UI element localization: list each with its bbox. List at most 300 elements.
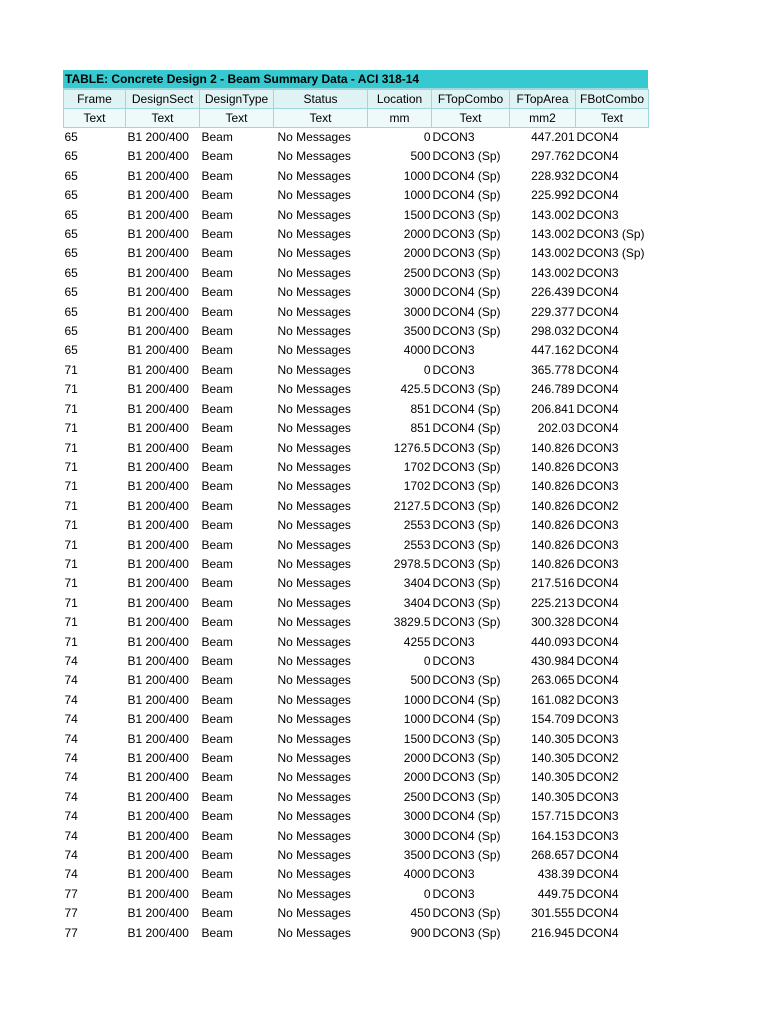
cell-frame[interactable]: 71 bbox=[64, 595, 78, 610]
cell-ftop-area[interactable]: 438.39 bbox=[537, 867, 575, 882]
column-header-ftop-combo[interactable]: FTopCombo bbox=[432, 90, 510, 109]
cell-fbot-combo[interactable]: DCON3 bbox=[576, 731, 619, 746]
cell-fbot-combo[interactable]: DCON3 bbox=[576, 440, 619, 455]
cell-design-sect[interactable]: B1 200/400 bbox=[127, 576, 189, 591]
cell-fbot-combo[interactable]: DCON3 (Sp) bbox=[576, 246, 645, 261]
unit-fbot-combo[interactable]: Text bbox=[576, 109, 649, 128]
cell-location[interactable]: 4255 bbox=[403, 634, 431, 649]
cell-ftop-area[interactable]: 143.002 bbox=[531, 246, 575, 261]
cell-fbot-combo[interactable]: DCON4 bbox=[576, 188, 619, 203]
cell-fbot-combo[interactable]: DCON2 bbox=[576, 751, 619, 765]
cell-ftop-combo[interactable]: DCON4 (Sp) bbox=[432, 421, 501, 436]
cell-design-sect[interactable]: B1 200/400 bbox=[127, 382, 189, 397]
unit-location[interactable]: mm bbox=[368, 109, 432, 128]
cell-ftop-combo[interactable]: DCON4 (Sp) bbox=[432, 809, 501, 824]
cell-ftop-combo[interactable]: DCON4 (Sp) bbox=[432, 285, 501, 300]
cell-fbot-combo[interactable]: DCON4 bbox=[576, 304, 619, 319]
column-header-design-type[interactable]: DesignType bbox=[200, 90, 274, 109]
cell-design-sect[interactable]: B1 200/400 bbox=[127, 867, 189, 882]
cell-design-type[interactable]: Beam bbox=[201, 324, 233, 339]
cell-frame[interactable]: 65 bbox=[64, 246, 78, 261]
cell-status[interactable]: No Messages bbox=[277, 459, 351, 474]
cell-location[interactable]: 0 bbox=[423, 130, 431, 144]
cell-status[interactable]: No Messages bbox=[277, 692, 351, 707]
cell-design-type[interactable]: Beam bbox=[201, 207, 233, 222]
cell-location[interactable]: 900 bbox=[410, 925, 431, 940]
cell-frame[interactable]: 65 bbox=[64, 265, 78, 280]
cell-status[interactable]: No Messages bbox=[277, 479, 351, 494]
cell-frame[interactable]: 77 bbox=[64, 886, 78, 901]
cell-ftop-area[interactable]: 246.789 bbox=[531, 382, 575, 397]
cell-design-type[interactable]: Beam bbox=[201, 634, 233, 649]
cell-fbot-combo[interactable]: DCON3 bbox=[576, 459, 619, 474]
cell-status[interactable]: No Messages bbox=[277, 673, 351, 688]
cell-frame[interactable]: 65 bbox=[64, 168, 78, 183]
cell-ftop-area[interactable]: 440.093 bbox=[531, 634, 575, 649]
column-header-design-sect[interactable]: DesignSect bbox=[126, 90, 200, 109]
cell-ftop-combo[interactable]: DCON3 bbox=[432, 653, 475, 668]
cell-status[interactable]: No Messages bbox=[277, 168, 351, 183]
cell-design-sect[interactable]: B1 200/400 bbox=[127, 285, 189, 300]
cell-frame[interactable]: 74 bbox=[64, 828, 78, 843]
cell-design-sect[interactable]: B1 200/400 bbox=[127, 673, 189, 688]
cell-ftop-combo[interactable]: DCON3 (Sp) bbox=[432, 459, 501, 474]
cell-status[interactable]: No Messages bbox=[277, 130, 351, 144]
cell-location[interactable]: 2553 bbox=[403, 537, 431, 552]
cell-frame[interactable]: 71 bbox=[64, 556, 78, 571]
cell-location[interactable]: 1000 bbox=[403, 692, 431, 707]
cell-ftop-area[interactable]: 154.709 bbox=[531, 712, 575, 727]
cell-fbot-combo[interactable]: DCON3 bbox=[576, 479, 619, 494]
cell-frame[interactable]: 65 bbox=[64, 324, 78, 339]
cell-location[interactable]: 3000 bbox=[403, 285, 431, 300]
cell-ftop-area[interactable]: 449.75 bbox=[537, 886, 575, 901]
cell-design-sect[interactable]: B1 200/400 bbox=[127, 149, 189, 164]
cell-location[interactable]: 1702 bbox=[403, 459, 431, 474]
cell-fbot-combo[interactable]: DCON4 bbox=[576, 421, 619, 436]
cell-ftop-combo[interactable]: DCON3 (Sp) bbox=[432, 440, 501, 455]
cell-fbot-combo[interactable]: DCON3 bbox=[576, 712, 619, 727]
cell-ftop-area[interactable]: 225.213 bbox=[531, 595, 575, 610]
cell-ftop-combo[interactable]: DCON4 (Sp) bbox=[432, 188, 501, 203]
cell-location[interactable]: 2500 bbox=[403, 265, 431, 280]
cell-ftop-combo[interactable]: DCON4 (Sp) bbox=[432, 828, 501, 843]
cell-fbot-combo[interactable]: DCON4 bbox=[576, 362, 619, 377]
cell-fbot-combo[interactable]: DCON4 bbox=[576, 285, 619, 300]
cell-ftop-area[interactable]: 226.439 bbox=[531, 285, 575, 300]
cell-frame[interactable]: 65 bbox=[64, 304, 78, 319]
cell-ftop-area[interactable]: 143.002 bbox=[531, 265, 575, 280]
cell-ftop-combo[interactable]: DCON4 (Sp) bbox=[432, 692, 501, 707]
cell-status[interactable]: No Messages bbox=[277, 382, 351, 397]
cell-fbot-combo[interactable]: DCON3 bbox=[576, 789, 619, 804]
cell-frame[interactable]: 74 bbox=[64, 692, 78, 707]
cell-design-type[interactable]: Beam bbox=[201, 498, 233, 513]
cell-ftop-combo[interactable]: DCON4 (Sp) bbox=[432, 712, 501, 727]
cell-ftop-area[interactable]: 140.826 bbox=[531, 518, 575, 533]
cell-fbot-combo[interactable]: DCON4 bbox=[576, 149, 619, 164]
cell-design-type[interactable]: Beam bbox=[201, 401, 233, 416]
cell-fbot-combo[interactable]: DCON4 bbox=[576, 401, 619, 416]
cell-fbot-combo[interactable]: DCON3 bbox=[576, 537, 619, 552]
cell-frame[interactable]: 74 bbox=[64, 867, 78, 882]
cell-design-type[interactable]: Beam bbox=[201, 770, 233, 785]
cell-location[interactable]: 2127.5 bbox=[393, 498, 431, 513]
cell-ftop-combo[interactable]: DCON3 (Sp) bbox=[432, 382, 501, 397]
cell-ftop-combo[interactable]: DCON3 bbox=[432, 343, 475, 358]
cell-ftop-combo[interactable]: DCON3 (Sp) bbox=[432, 673, 501, 688]
cell-fbot-combo[interactable]: DCON4 bbox=[576, 595, 619, 610]
cell-ftop-combo[interactable]: DCON3 (Sp) bbox=[432, 265, 501, 280]
cell-design-sect[interactable]: B1 200/400 bbox=[127, 712, 189, 727]
unit-frame[interactable]: Text bbox=[64, 109, 126, 128]
cell-status[interactable]: No Messages bbox=[277, 537, 351, 552]
cell-design-type[interactable]: Beam bbox=[201, 537, 233, 552]
cell-frame[interactable]: 71 bbox=[64, 382, 78, 397]
cell-ftop-combo[interactable]: DCON3 (Sp) bbox=[432, 227, 501, 242]
cell-ftop-combo[interactable]: DCON3 (Sp) bbox=[432, 789, 501, 804]
cell-ftop-area[interactable]: 365.778 bbox=[531, 362, 575, 377]
cell-frame[interactable]: 71 bbox=[64, 440, 78, 455]
cell-design-sect[interactable]: B1 200/400 bbox=[127, 518, 189, 533]
cell-location[interactable]: 450 bbox=[410, 906, 431, 921]
cell-frame[interactable]: 71 bbox=[64, 615, 78, 630]
cell-design-sect[interactable]: B1 200/400 bbox=[127, 789, 189, 804]
cell-status[interactable]: No Messages bbox=[277, 149, 351, 164]
cell-status[interactable]: No Messages bbox=[277, 809, 351, 824]
cell-ftop-area[interactable]: 301.555 bbox=[531, 906, 575, 921]
cell-design-sect[interactable]: B1 200/400 bbox=[127, 770, 189, 785]
cell-ftop-combo[interactable]: DCON3 (Sp) bbox=[432, 556, 501, 571]
cell-design-sect[interactable]: B1 200/400 bbox=[127, 731, 189, 746]
cell-frame[interactable]: 71 bbox=[64, 498, 78, 513]
cell-location[interactable]: 1500 bbox=[403, 731, 431, 746]
cell-frame[interactable]: 74 bbox=[64, 653, 78, 668]
cell-location[interactable]: 3500 bbox=[403, 848, 431, 863]
cell-ftop-combo[interactable]: DCON3 (Sp) bbox=[432, 925, 501, 940]
cell-status[interactable]: No Messages bbox=[277, 770, 351, 785]
cell-ftop-area[interactable]: 161.082 bbox=[531, 692, 575, 707]
cell-location[interactable]: 2000 bbox=[403, 246, 431, 261]
cell-frame[interactable]: 65 bbox=[64, 343, 78, 358]
cell-ftop-area[interactable]: 140.826 bbox=[531, 440, 575, 455]
cell-design-type[interactable]: Beam bbox=[201, 285, 233, 300]
cell-ftop-area[interactable]: 202.03 bbox=[537, 421, 575, 436]
cell-fbot-combo[interactable]: DCON4 bbox=[576, 673, 619, 688]
cell-design-type[interactable]: Beam bbox=[201, 246, 233, 261]
unit-design-type[interactable]: Text bbox=[200, 109, 274, 128]
cell-status[interactable]: No Messages bbox=[277, 440, 351, 455]
cell-ftop-area[interactable]: 164.153 bbox=[531, 828, 575, 843]
cell-status[interactable]: No Messages bbox=[277, 576, 351, 591]
cell-design-sect[interactable]: B1 200/400 bbox=[127, 925, 189, 940]
cell-fbot-combo[interactable]: DCON2 bbox=[576, 770, 619, 785]
cell-ftop-combo[interactable]: DCON4 (Sp) bbox=[432, 168, 501, 183]
cell-status[interactable]: No Messages bbox=[277, 207, 351, 222]
cell-design-sect[interactable]: B1 200/400 bbox=[127, 906, 189, 921]
cell-frame[interactable]: 65 bbox=[64, 207, 78, 222]
cell-design-sect[interactable]: B1 200/400 bbox=[127, 886, 189, 901]
cell-design-type[interactable]: Beam bbox=[201, 130, 233, 144]
cell-location[interactable]: 2500 bbox=[403, 789, 431, 804]
cell-location[interactable]: 4000 bbox=[403, 343, 431, 358]
cell-location[interactable]: 2000 bbox=[403, 770, 431, 785]
column-header-fbot-combo[interactable]: FBotCombo bbox=[576, 90, 649, 109]
cell-ftop-area[interactable]: 143.002 bbox=[531, 227, 575, 242]
cell-fbot-combo[interactable]: DCON4 bbox=[576, 576, 619, 591]
cell-fbot-combo[interactable]: DCON4 bbox=[576, 634, 619, 649]
cell-design-type[interactable]: Beam bbox=[201, 518, 233, 533]
cell-design-type[interactable]: Beam bbox=[201, 556, 233, 571]
cell-location[interactable]: 3000 bbox=[403, 809, 431, 824]
cell-design-type[interactable]: Beam bbox=[201, 906, 233, 921]
cell-ftop-area[interactable]: 140.826 bbox=[531, 459, 575, 474]
cell-design-sect[interactable]: B1 200/400 bbox=[127, 362, 189, 377]
cell-frame[interactable]: 74 bbox=[64, 751, 78, 765]
cell-ftop-area[interactable]: 140.305 bbox=[531, 789, 575, 804]
cell-design-type[interactable]: Beam bbox=[201, 149, 233, 164]
cell-frame[interactable]: 65 bbox=[64, 149, 78, 164]
cell-fbot-combo[interactable]: DCON3 bbox=[576, 692, 619, 707]
cell-location[interactable]: 2000 bbox=[403, 751, 431, 765]
cell-fbot-combo[interactable]: DCON3 bbox=[576, 265, 619, 280]
cell-location[interactable]: 1500 bbox=[403, 207, 431, 222]
cell-ftop-combo[interactable]: DCON3 (Sp) bbox=[432, 906, 501, 921]
cell-design-type[interactable]: Beam bbox=[201, 653, 233, 668]
cell-location[interactable]: 3404 bbox=[403, 576, 431, 591]
cell-fbot-combo[interactable]: DCON3 bbox=[576, 207, 619, 222]
cell-ftop-area[interactable]: 157.715 bbox=[531, 809, 575, 824]
cell-ftop-area[interactable]: 263.065 bbox=[531, 673, 575, 688]
cell-status[interactable]: No Messages bbox=[277, 789, 351, 804]
cell-location[interactable]: 4000 bbox=[403, 867, 431, 882]
cell-ftop-combo[interactable]: DCON3 (Sp) bbox=[432, 518, 501, 533]
cell-design-sect[interactable]: B1 200/400 bbox=[127, 498, 189, 513]
cell-status[interactable]: No Messages bbox=[277, 731, 351, 746]
cell-location[interactable]: 851 bbox=[410, 401, 431, 416]
cell-status[interactable]: No Messages bbox=[277, 867, 351, 882]
cell-status[interactable]: No Messages bbox=[277, 828, 351, 843]
cell-location[interactable]: 500 bbox=[410, 149, 431, 164]
cell-location[interactable]: 3000 bbox=[403, 828, 431, 843]
cell-frame[interactable]: 71 bbox=[64, 401, 78, 416]
cell-status[interactable]: No Messages bbox=[277, 712, 351, 727]
cell-ftop-combo[interactable]: DCON3 (Sp) bbox=[432, 751, 501, 765]
cell-status[interactable]: No Messages bbox=[277, 886, 351, 901]
cell-fbot-combo[interactable]: DCON3 bbox=[576, 828, 619, 843]
cell-location[interactable]: 3500 bbox=[403, 324, 431, 339]
cell-fbot-combo[interactable]: DCON3 bbox=[576, 518, 619, 533]
cell-design-type[interactable]: Beam bbox=[201, 673, 233, 688]
cell-location[interactable]: 2978.5 bbox=[393, 556, 431, 571]
cell-status[interactable]: No Messages bbox=[277, 906, 351, 921]
cell-design-sect[interactable]: B1 200/400 bbox=[127, 828, 189, 843]
cell-ftop-combo[interactable]: DCON3 (Sp) bbox=[432, 207, 501, 222]
column-header-frame[interactable]: Frame bbox=[64, 90, 126, 109]
cell-ftop-area[interactable]: 297.762 bbox=[531, 149, 575, 164]
cell-ftop-area[interactable]: 268.657 bbox=[531, 848, 575, 863]
cell-fbot-combo[interactable]: DCON3 bbox=[576, 556, 619, 571]
cell-location[interactable]: 500 bbox=[410, 673, 431, 688]
cell-ftop-combo[interactable]: DCON3 (Sp) bbox=[432, 615, 501, 630]
cell-design-sect[interactable]: B1 200/400 bbox=[127, 421, 189, 436]
cell-frame[interactable]: 74 bbox=[64, 770, 78, 785]
cell-ftop-area[interactable]: 447.162 bbox=[531, 343, 575, 358]
cell-ftop-area[interactable]: 140.826 bbox=[531, 479, 575, 494]
cell-design-type[interactable]: Beam bbox=[201, 867, 233, 882]
cell-ftop-area[interactable]: 140.826 bbox=[531, 498, 575, 513]
cell-status[interactable]: No Messages bbox=[277, 343, 351, 358]
cell-frame[interactable]: 65 bbox=[64, 285, 78, 300]
cell-fbot-combo[interactable]: DCON3 (Sp) bbox=[576, 227, 645, 242]
cell-status[interactable]: No Messages bbox=[277, 285, 351, 300]
unit-design-sect[interactable]: Text bbox=[126, 109, 200, 128]
cell-frame[interactable]: 77 bbox=[64, 925, 78, 940]
cell-design-type[interactable]: Beam bbox=[201, 615, 233, 630]
cell-design-sect[interactable]: B1 200/400 bbox=[127, 537, 189, 552]
cell-status[interactable]: No Messages bbox=[277, 304, 351, 319]
cell-ftop-area[interactable]: 300.328 bbox=[531, 615, 575, 630]
cell-design-type[interactable]: Beam bbox=[201, 886, 233, 901]
cell-ftop-area[interactable]: 140.305 bbox=[531, 751, 575, 765]
cell-fbot-combo[interactable]: DCON4 bbox=[576, 906, 619, 921]
cell-status[interactable]: No Messages bbox=[277, 498, 351, 513]
cell-design-type[interactable]: Beam bbox=[201, 828, 233, 843]
cell-design-type[interactable]: Beam bbox=[201, 440, 233, 455]
cell-design-type[interactable]: Beam bbox=[201, 789, 233, 804]
cell-design-sect[interactable]: B1 200/400 bbox=[127, 634, 189, 649]
cell-design-type[interactable]: Beam bbox=[201, 227, 233, 242]
cell-design-type[interactable]: Beam bbox=[201, 595, 233, 610]
cell-frame[interactable]: 74 bbox=[64, 673, 78, 688]
cell-ftop-combo[interactable]: DCON3 (Sp) bbox=[432, 770, 501, 785]
cell-ftop-area[interactable]: 206.841 bbox=[531, 401, 575, 416]
cell-status[interactable]: No Messages bbox=[277, 751, 351, 765]
cell-frame[interactable]: 65 bbox=[64, 188, 78, 203]
cell-design-sect[interactable]: B1 200/400 bbox=[127, 459, 189, 474]
cell-design-sect[interactable]: B1 200/400 bbox=[127, 343, 189, 358]
cell-location[interactable]: 0 bbox=[423, 653, 431, 668]
cell-location[interactable]: 851 bbox=[410, 421, 431, 436]
cell-ftop-combo[interactable]: DCON3 (Sp) bbox=[432, 595, 501, 610]
cell-location[interactable]: 0 bbox=[423, 886, 431, 901]
cell-frame[interactable]: 77 bbox=[64, 906, 78, 921]
cell-fbot-combo[interactable]: DCON4 bbox=[576, 848, 619, 863]
cell-fbot-combo[interactable]: DCON4 bbox=[576, 867, 619, 882]
cell-ftop-area[interactable]: 229.377 bbox=[531, 304, 575, 319]
cell-frame[interactable]: 71 bbox=[64, 362, 78, 377]
cell-fbot-combo[interactable]: DCON4 bbox=[576, 382, 619, 397]
cell-ftop-combo[interactable]: DCON3 (Sp) bbox=[432, 848, 501, 863]
cell-design-type[interactable]: Beam bbox=[201, 362, 233, 377]
cell-ftop-combo[interactable]: DCON3 (Sp) bbox=[432, 498, 501, 513]
cell-design-sect[interactable]: B1 200/400 bbox=[127, 188, 189, 203]
cell-design-type[interactable]: Beam bbox=[201, 692, 233, 707]
cell-ftop-area[interactable]: 140.826 bbox=[531, 537, 575, 552]
cell-ftop-combo[interactable]: DCON3 (Sp) bbox=[432, 324, 501, 339]
cell-design-sect[interactable]: B1 200/400 bbox=[127, 809, 189, 824]
column-header-ftop-area[interactable]: FTopArea bbox=[510, 90, 576, 109]
cell-frame[interactable]: 71 bbox=[64, 634, 78, 649]
cell-design-sect[interactable]: B1 200/400 bbox=[127, 556, 189, 571]
cell-status[interactable]: No Messages bbox=[277, 556, 351, 571]
cell-ftop-combo[interactable]: DCON3 (Sp) bbox=[432, 246, 501, 261]
cell-ftop-combo[interactable]: DCON3 (Sp) bbox=[432, 576, 501, 591]
cell-fbot-combo[interactable]: DCON4 bbox=[576, 653, 619, 668]
cell-location[interactable]: 2000 bbox=[403, 227, 431, 242]
cell-fbot-combo[interactable]: DCON4 bbox=[576, 324, 619, 339]
column-header-status[interactable]: Status bbox=[274, 90, 368, 109]
cell-design-type[interactable]: Beam bbox=[201, 168, 233, 183]
cell-design-type[interactable]: Beam bbox=[201, 809, 233, 824]
cell-design-type[interactable]: Beam bbox=[201, 265, 233, 280]
cell-ftop-area[interactable]: 216.945 bbox=[531, 925, 575, 940]
unit-ftop-combo[interactable]: Text bbox=[432, 109, 510, 128]
cell-location[interactable]: 2553 bbox=[403, 518, 431, 533]
cell-ftop-area[interactable]: 140.305 bbox=[531, 731, 575, 746]
cell-status[interactable]: No Messages bbox=[277, 401, 351, 416]
cell-status[interactable]: No Messages bbox=[277, 848, 351, 863]
cell-design-sect[interactable]: B1 200/400 bbox=[127, 168, 189, 183]
cell-design-sect[interactable]: B1 200/400 bbox=[127, 401, 189, 416]
cell-status[interactable]: No Messages bbox=[277, 227, 351, 242]
cell-status[interactable]: No Messages bbox=[277, 265, 351, 280]
cell-status[interactable]: No Messages bbox=[277, 615, 351, 630]
cell-frame[interactable]: 71 bbox=[64, 518, 78, 533]
cell-design-sect[interactable]: B1 200/400 bbox=[127, 246, 189, 261]
cell-ftop-combo[interactable]: DCON3 bbox=[432, 362, 475, 377]
cell-ftop-area[interactable]: 430.984 bbox=[531, 653, 575, 668]
cell-ftop-area[interactable]: 228.932 bbox=[531, 168, 575, 183]
cell-design-type[interactable]: Beam bbox=[201, 712, 233, 727]
column-header-location[interactable]: Location bbox=[368, 90, 432, 109]
cell-design-type[interactable]: Beam bbox=[201, 731, 233, 746]
cell-ftop-area[interactable]: 140.305 bbox=[531, 770, 575, 785]
cell-status[interactable]: No Messages bbox=[277, 421, 351, 436]
cell-frame[interactable]: 71 bbox=[64, 459, 78, 474]
cell-status[interactable]: No Messages bbox=[277, 188, 351, 203]
cell-location[interactable]: 1702 bbox=[403, 479, 431, 494]
cell-ftop-combo[interactable]: DCON3 bbox=[432, 634, 475, 649]
cell-ftop-combo[interactable]: DCON3 bbox=[432, 886, 475, 901]
cell-status[interactable]: No Messages bbox=[277, 595, 351, 610]
cell-location[interactable]: 425.5 bbox=[400, 382, 431, 397]
cell-design-sect[interactable]: B1 200/400 bbox=[127, 848, 189, 863]
cell-design-sect[interactable]: B1 200/400 bbox=[127, 751, 189, 765]
cell-status[interactable]: No Messages bbox=[277, 324, 351, 339]
cell-design-sect[interactable]: B1 200/400 bbox=[127, 207, 189, 222]
unit-status[interactable]: Text bbox=[274, 109, 368, 128]
cell-design-type[interactable]: Beam bbox=[201, 421, 233, 436]
cell-frame[interactable]: 74 bbox=[64, 712, 78, 727]
cell-fbot-combo[interactable]: DCON4 bbox=[576, 130, 619, 144]
cell-ftop-area[interactable]: 447.201 bbox=[531, 130, 575, 144]
cell-frame[interactable]: 71 bbox=[64, 421, 78, 436]
cell-ftop-area[interactable]: 217.516 bbox=[531, 576, 575, 591]
cell-design-type[interactable]: Beam bbox=[201, 479, 233, 494]
cell-location[interactable]: 1000 bbox=[403, 712, 431, 727]
cell-design-sect[interactable]: B1 200/400 bbox=[127, 692, 189, 707]
cell-status[interactable]: No Messages bbox=[277, 246, 351, 261]
cell-location[interactable]: 3829.5 bbox=[393, 615, 431, 630]
unit-ftop-area[interactable]: mm2 bbox=[510, 109, 576, 128]
cell-fbot-combo[interactable]: DCON4 bbox=[576, 343, 619, 358]
cell-ftop-area[interactable]: 140.826 bbox=[531, 556, 575, 571]
cell-status[interactable]: No Messages bbox=[277, 634, 351, 649]
cell-design-sect[interactable]: B1 200/400 bbox=[127, 324, 189, 339]
cell-location[interactable]: 1000 bbox=[403, 188, 431, 203]
cell-fbot-combo[interactable]: DCON2 bbox=[576, 498, 619, 513]
